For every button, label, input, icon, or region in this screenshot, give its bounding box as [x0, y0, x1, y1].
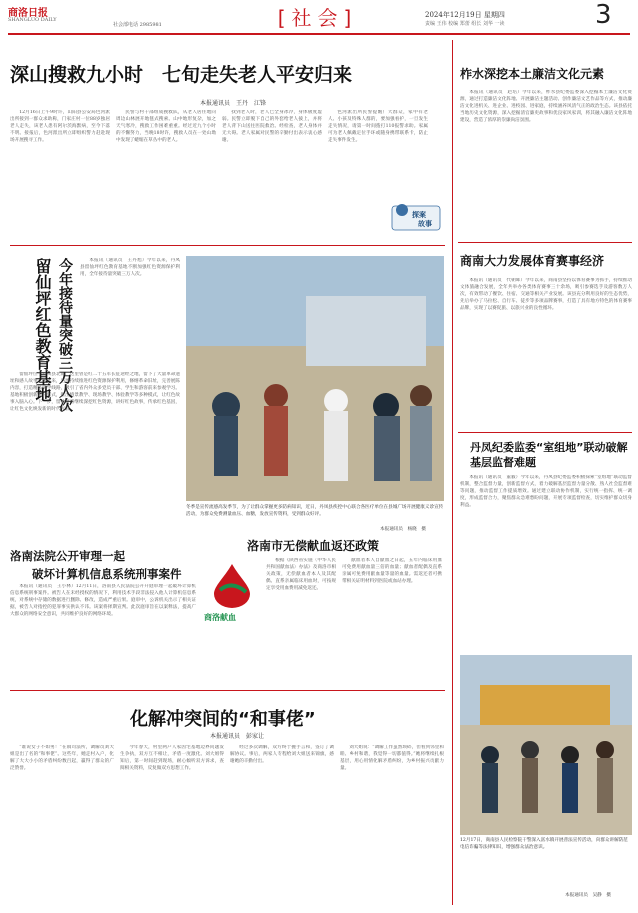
lead-headline: 深山搜救九小时 七旬走失老人平安归来 — [10, 64, 353, 86]
lead-col-3: 找到老人时，老人已全身冰冷，身体极度虚弱。民警立即脱下自己的外套给老人披上，并将老人背下山送往医院救治。经检查，老人身体并无大碍。老人家属对民警的辛勤付出表示衷心感谢。 — [222, 110, 322, 143]
court-title-2: 破坏计算机信息系统刑事案件 — [32, 567, 182, 581]
masthead-rule — [8, 33, 630, 35]
lead-byline: 本报通讯员 王丹 江锋 — [200, 100, 267, 107]
right2-title: 商南大力发展体育赛事经济 — [460, 254, 605, 268]
mediator-col-3: 经过多次调解，双方终于握手言和，签订了调解协议。事后，两家人专程给刘大姐送来锦旗，感谢她的辛勤付出。 — [230, 745, 334, 764]
court-title-1: 洛南法院公开审理一起 — [10, 549, 125, 563]
health-event-photo — [186, 256, 444, 501]
crowd-scene — [186, 256, 444, 501]
group-scene — [460, 655, 632, 835]
museum-subtitle: 今年接待量突破三万人次 — [57, 258, 73, 412]
museum-intro: 本报讯（通讯员 王丹旭）今年以来，丹凤县留仙坪红色教育基地不断加强红色资源保护利用，全年接待量突破三万人次。 — [80, 258, 180, 277]
photo-credit: 本报通讯员 杨晓 摄 — [380, 527, 426, 532]
lead-col-1: 12月16日上午9时许，山阳县公安局色河派出所接到一群众求助称，门家庄村一位88岁独居老人走失，该老人患有阿尔茨海默病，至今下落不明。接报后，色河派出所立即组织警力赶赴现场开展搜寻工作。 — [10, 110, 110, 143]
badge-line-2: 故事 — [418, 220, 432, 228]
right2-body: 本报讯（通讯员 代朝晖）今年以来，商南县坚持以体育赛事为抓手，持续推动文体旅融合发展，全年共举办各类体育赛事三十余场，吸引参赛选手及游客数万人次，有效带动了餐饮、住宿、交通等相关产业发展。该县充分利用良好的生态优势，先后举办了马拉松、自行车、徒步等多项品牌赛事，打造了具有地方特色的体育赛事品牌，实现了以赛促旅、以旅兴业的良性循环。 — [460, 278, 632, 311]
blood-title: 洛南市无偿献血返还政策 — [247, 539, 380, 553]
mediator-col-4: 刘大姐说：“调解工作虽然琐碎，但看到邻里和睦、乡村和谐，我觉得一切都值得。”她将继续扎根基层，用心用情化解矛盾纠纷，为乡村振兴贡献力量。 — [340, 745, 444, 771]
newspaper-logo: 商洛日报 — [8, 8, 48, 19]
mediator-col-1: “谁说女子不如男！”在镇司法所，调解员刘大姐是出了名的“和事佬”。这些年，她走村入户，化解了大大小小的矛盾纠纷数百起，赢得了群众的广泛赞誉。 — [10, 745, 114, 771]
blood-body-2: 献血者本人自献血之日起，五年内临床用血可免费用献血量三倍的血量；献血者配偶及直系亲属可免费用献血量等量的血量。需返还者可携带相关证明材料到医院或血站办理。 — [342, 558, 442, 584]
mediator-byline: 本报通讯员 彭家让 — [210, 733, 265, 740]
blood-logo — [202, 560, 262, 630]
right3-title: 丹凤纪委监委“室组地”联动破解基层监督难题 — [470, 441, 628, 469]
museum-title: 留仙坪红色教育基地 — [33, 258, 52, 402]
mediator-title: 化解冲突间的“和事佬” — [130, 709, 316, 730]
law-photo-caption: 12月17日，商南县人民检察院干警深入富水镇开展普法宣传活动，向群众讲解防范电信诈骗等法律知识，增强群众法治意识。 — [460, 838, 628, 850]
lead-col-4: 色河派出所民警提醒广大群众，家中有老人、小孩及特殊人群的，要加强看护，一旦发生走失情况，请第一时间拨打110报警求助。家属可为老人佩戴定位手环或随身携带联系卡，防止走失事件发生。 — [328, 110, 428, 143]
photo-caption: 冬季是宣传流感高发季节，为了让群众掌握更多防病知识，近日，丹凤县疾控中心联合各医疗单位在县城广场开展健康义诊宣传活动，为群众免费测量血压、血糖，发放宣传资料，受到群众好评。 — [186, 505, 444, 517]
museum-body: 留仙坪位于丹凤县北部，这里曾是红二十五军长征途经之地，留下了大量革命遗址和感人故事。近年来，当地持续推进红色资源保护利用，修缮革命旧址，完善展陈内容，打造精品研学线路，吸引了省内外众多党员干部、学生和游客前来参观学习。基地积极创新教育形式，推出情景教学、现场教学、体验教学等多种模式，让红色故事入脑入心。下一步，留仙坪将继续深挖红色资源，讲好红色故事，传承红色基因，让红色文化焕发新的时代光彩。 — [10, 372, 180, 412]
right3-body: 本报讯（通讯员 董毅）今年以来，丹凤县纪委监委积极探索“室组地”联动监督机制，整合监督力量，创新监督方式，着力破解基层监督力量分散、熟人社会监督难等问题，推动监督工作提质增效。通过建立联动协作机制，实行统一指挥、统一调度，形成监督合力，聚焦群众急难愁盼问题，开展专项监督检查，切实维护群众切身利益。 — [460, 475, 632, 508]
divider — [10, 690, 445, 691]
blood-drop-icon — [202, 560, 262, 610]
staff-line: 责编 王伟 校编 郑蕾 组长 刘华 一读 — [425, 21, 505, 27]
right1-body: 本报讯（通讯员 赵培）今年以来，柞水县纪委监委深入挖掘本土廉洁文化资源，通过打造廉洁文化阵地、开展廉洁主题活动、创作廉洁文艺作品等方式，推动廉洁文化进机关、进企业、进校园、进家庭，持续涵养风清气正的政治生态。该县依托当地历史文化资源，深入挖掘清官廉吏故事和优良家风家训，将其融入廉洁文化阵地建设，营造了浓厚的崇廉尚洁氛围。 — [460, 90, 632, 123]
case-story-badge — [390, 200, 442, 232]
law-education-photo — [460, 655, 632, 835]
badge-line-1: 探案 — [412, 211, 426, 219]
divider — [10, 245, 445, 246]
mediator-col-2: 今年春天，村里两户人家因宅基地边界问题发生争执，双方互不相让，矛盾一度激化。刘大姐得知后，第一时间赶到现场，耐心倾听双方诉求，查阅相关资料，反复做双方思想工作。 — [120, 745, 224, 771]
issue-date: 2024年12月19日 星期四 — [425, 11, 505, 19]
section-title: [社会] — [277, 6, 358, 30]
newspaper-pinyin: SHANGLUO DAILY — [8, 17, 57, 23]
blood-body-1: 根据《陕西省实施〈中华人民共和国献血法〉办法》及商洛市相关政策，无偿献血者本人及其配偶、直系亲属临床用血时，可按规定享受用血费用减免返还。 — [266, 558, 336, 591]
divider — [458, 242, 632, 243]
court-body: 本报讯（通讯员 王小林）12月11日，洛南县人民法院公开开庭审理一起破坏计算机信息系统刑事案件。被告人在未经授权的情况下，利用技术手段非法侵入他人计算机信息系统，对系统中存储的数据进行删除、修改，造成严重后果。庭审中，公诉机关出示了相关证据，被告人对指控的犯罪事实供认不讳。该案将择期宣判。此次庭审旨在以案释法，提高广大群众的网络安全意识，共同维护良好的网络环境。 — [10, 584, 196, 617]
law-photo-credit: 本报通讯员 吴静 摄 — [565, 893, 611, 898]
page-number: 3 — [595, 0, 612, 30]
right1-title: 柞水深挖本土廉洁文化元素 — [460, 67, 605, 81]
editor-line: 社会部电话 2985981 — [113, 22, 162, 28]
divider — [458, 432, 632, 433]
column-divider — [452, 40, 453, 905]
lead-col-2: 民警与村干部组成搜救队，从老人居住地向周边山林展开地毯式搜索。山中地形复杂，加之天气寒冷，搜救工作困难重重。经过近九个小时的不懈努力，当晚18时许，搜救人员在一处山坳中发现了蜷缩在草丛中的老人。 — [116, 110, 216, 143]
blood-logo-text: 商洛献血 — [204, 612, 236, 622]
